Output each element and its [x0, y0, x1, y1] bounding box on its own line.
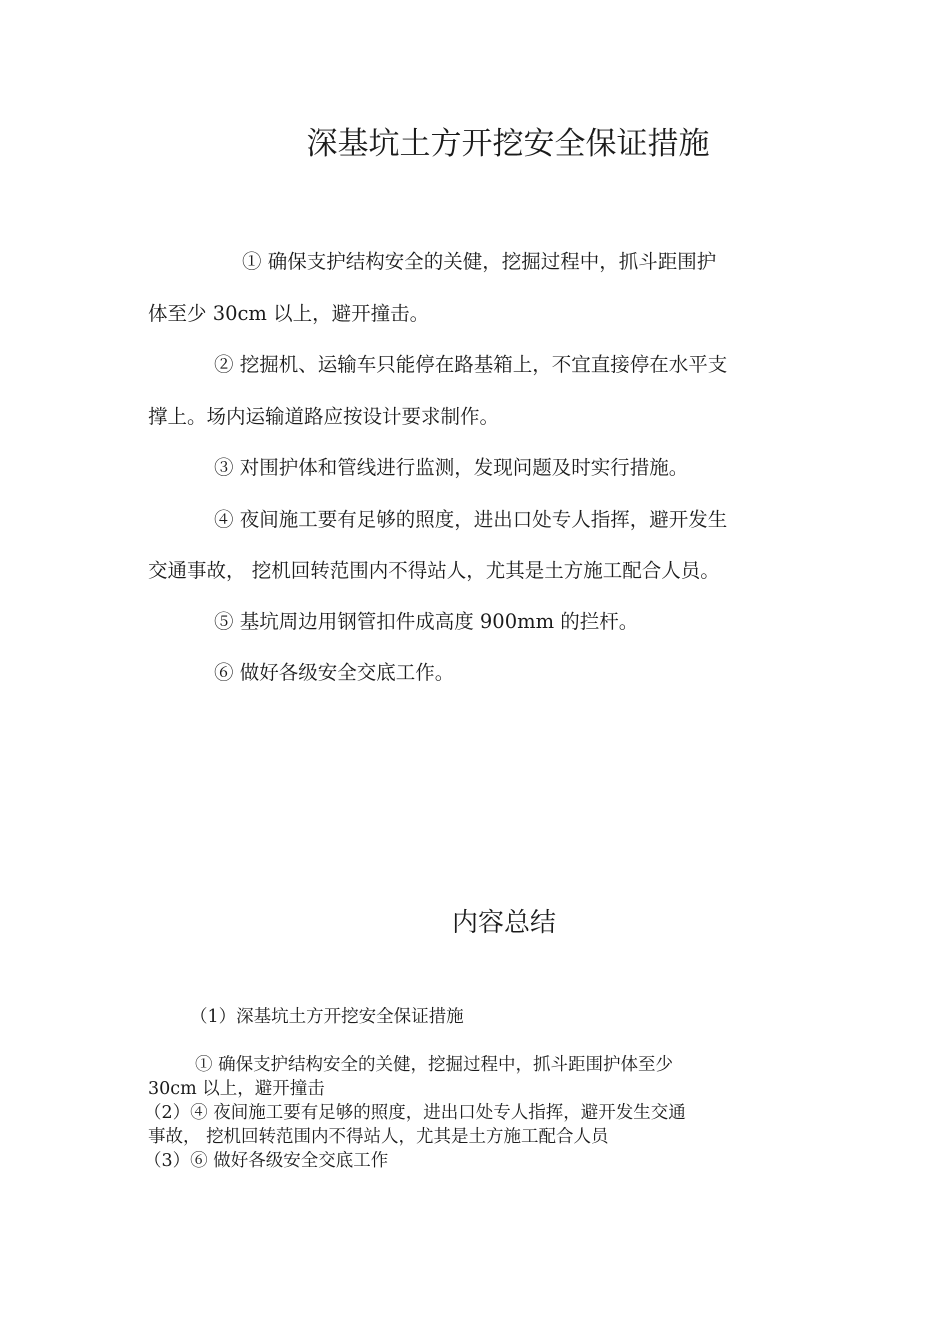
summary-line-5: 事故， 挖机回转范围内不得站人，尤其是土方施工配合人员 [148, 1127, 609, 1147]
summary-line-6: （3）⑥ 做好各级安全交底工作 [144, 1151, 389, 1171]
document-title: 深基坑土方开挖安全保证措施 [306, 126, 710, 162]
summary-title: 内容总结 [451, 908, 556, 938]
item-2-line-1: ② 挖掘机、运输车只能停在路基箱上，不宜直接停在水平支 [214, 353, 728, 376]
item-4-line-2: 交通事故， 挖机回转范围内不得站人，尤其是土方施工配合人员。 [148, 559, 720, 582]
item-6-line-1: ⑥ 做好各级安全交底工作。 [214, 661, 455, 684]
item-5-line-1: ⑤ 基坑周边用钢管扣件成高度 900mm 的拦杆。 [214, 610, 639, 633]
item-4-line-1: ④ 夜间施工要有足够的照度，进出口处专人指挥，避开发生 [214, 508, 728, 531]
summary-line-2: ① 确保支护结构安全的关健，挖掘过程中，抓斗距围护体至少 [195, 1055, 674, 1075]
item-1-line-1: ① 确保支护结构安全的关健，挖掘过程中，抓斗距围护 [242, 250, 717, 273]
item-3-line-1: ③ 对围护体和管线进行监测，发现问题及时实行措施。 [214, 456, 689, 479]
item-1-line-2: 体至少 30cm 以上，避开撞击。 [148, 302, 430, 325]
item-2-line-2: 撑上。场内运输道路应按设计要求制作。 [148, 405, 500, 428]
summary-line-1: （1）深基坑土方开挖安全保证措施 [190, 1007, 464, 1027]
summary-line-3: 30cm 以上，避开撞击 [148, 1079, 325, 1099]
summary-line-4: （2）④ 夜间施工要有足够的照度，进出口处专人指挥，避开发生交通 [144, 1103, 686, 1123]
